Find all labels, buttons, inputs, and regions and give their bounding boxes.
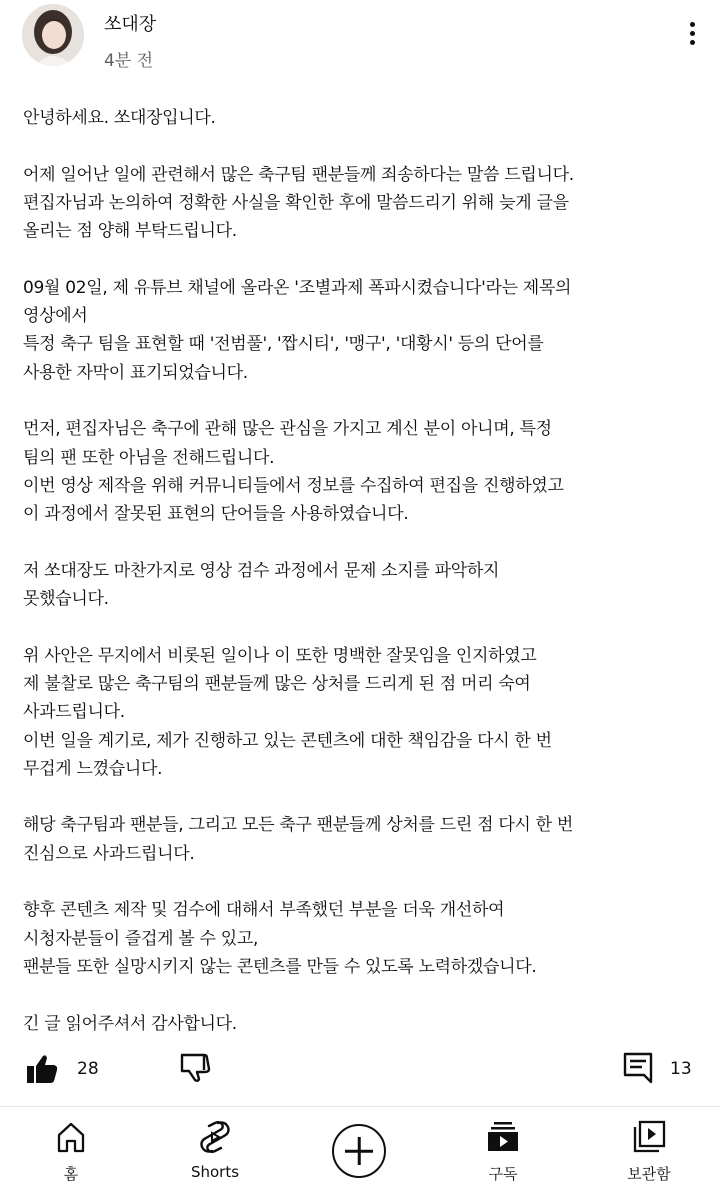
home-icon [53,1119,89,1155]
post-line: 이번 영상 제작을 위해 커뮤니티들에서 정보를 수집하여 편집을 진행하였고 [23,475,564,496]
post-line: 향후 콘텐츠 제작 및 검수에 대해서 부족했던 부분을 더욱 개선하여 [23,900,505,921]
post-line: 안녕하세요. 쏘대장입니다. [23,108,216,128]
like-button[interactable] [24,1051,60,1087]
post-line: 제 불찰로 많은 축구팀의 팬분들께 많은 상처를 드리게 된 점 머리 숙여 [23,673,531,694]
post-paragraph [23,274,703,387]
post-line: 팀의 팬 또한 아님을 전해드립니다. [23,447,275,468]
channel-name[interactable]: 쏘대장 [104,14,157,35]
like-count: 28 [77,1059,99,1079]
bottom-navigation [0,1107,720,1186]
post-line: 어제 일어난 일에 관련해서 많은 축구팀 팬분들께 죄송하다는 말씀 드립니다. [23,164,574,185]
post-text [23,104,703,1066]
shorts-icon [197,1119,233,1155]
comment-count: 13 [670,1059,692,1079]
post-line: 특정 축구 팀을 표현할 때 '전범풀', '짭시티', '맹구', '대황시' 등의 단어를 [23,334,544,355]
subscriptions-icon [485,1119,521,1155]
post-line: 이 과정에서 잘못된 표현의 단어들을 사용하였습니다. [23,504,409,525]
comments-button[interactable] [620,1049,656,1085]
post-paragraph [23,811,703,868]
post-line: 사과드립니다. [23,702,125,723]
post-line: 팬분들 또한 실망시키지 않는 콘텐츠를 만들 수 있도록 노력하겠습니다. [23,956,537,977]
post-paragraph [23,557,703,614]
post-line: 못했습니다. [23,589,109,610]
thumb-up-icon [27,1055,57,1083]
post-line: 먼저, 편집자님은 축구에 관해 많은 관심을 가지고 계신 분이 아니며, 특정 [23,419,552,440]
post-paragraph [23,896,703,981]
post-header [0,0,720,80]
nav-library[interactable] [594,1107,704,1186]
post-actions [0,1045,720,1093]
avatar-photo [22,4,84,66]
nav-subscriptions-label: 구독 [488,1165,518,1183]
nav-shorts-label: Shorts [190,1163,240,1181]
post-line: 올리는 점 양해 부탁드립니다. [23,221,237,242]
post-paragraph [23,642,703,783]
post-line: 무겁게 느꼈습니다. [23,758,163,779]
more-options-button[interactable] [676,18,708,58]
post-line: 시청자분들이 즐겁게 볼 수 있고, [23,928,259,949]
post-line: 긴 글 읽어주셔서 감사합니다. [23,1013,237,1034]
nav-subscriptions[interactable] [448,1107,558,1186]
post-line: 09월 02일, 제 유튜브 채널에 올라온 '조별과제 폭파시켰습니다'라는 제목의 [23,277,572,298]
create-button[interactable] [332,1124,386,1178]
dislike-button[interactable] [178,1049,214,1085]
nav-shorts[interactable] [160,1107,270,1186]
post-time: 4분 전 [104,51,154,71]
post-line: 해당 축구팀과 팬분들, 그리고 모든 축구 팬분들께 상처를 드린 점 다시 한 번 [23,815,574,836]
nav-home[interactable] [16,1107,126,1186]
post-paragraph [23,1010,703,1038]
post-line: 영상에서 [23,306,88,327]
nav-library-label: 보관함 [627,1165,671,1183]
post-paragraph [23,415,703,528]
library-icon [631,1119,667,1155]
nav-home-label: 홈 [63,1165,79,1183]
post-line: 위 사안은 무지에서 비롯된 일이나 이 또한 명백한 잘못임을 인지하였고 [23,645,537,666]
post-line: 편집자님과 논의하여 정확한 사실을 확인한 후에 말씀드리기 위해 늦게 글을 [23,192,569,213]
post-line: 진심으로 사과드립니다. [23,843,195,864]
post-paragraph [23,161,703,246]
post-line: 사용한 자막이 표기되었습니다. [23,362,248,383]
comment-icon [625,1054,651,1082]
more-vert-icon [690,22,695,27]
post-line: 저 쏘대장도 마찬가지로 영상 검수 과정에서 문제 소지를 파악하지 [23,560,500,581]
post-paragraph [23,104,703,132]
channel-avatar[interactable] [22,4,84,66]
thumb-down-icon [182,1055,209,1081]
post-line: 이번 일을 계기로, 제가 진행하고 있는 콘텐츠에 대한 책임감을 다시 한 번 [23,730,552,751]
